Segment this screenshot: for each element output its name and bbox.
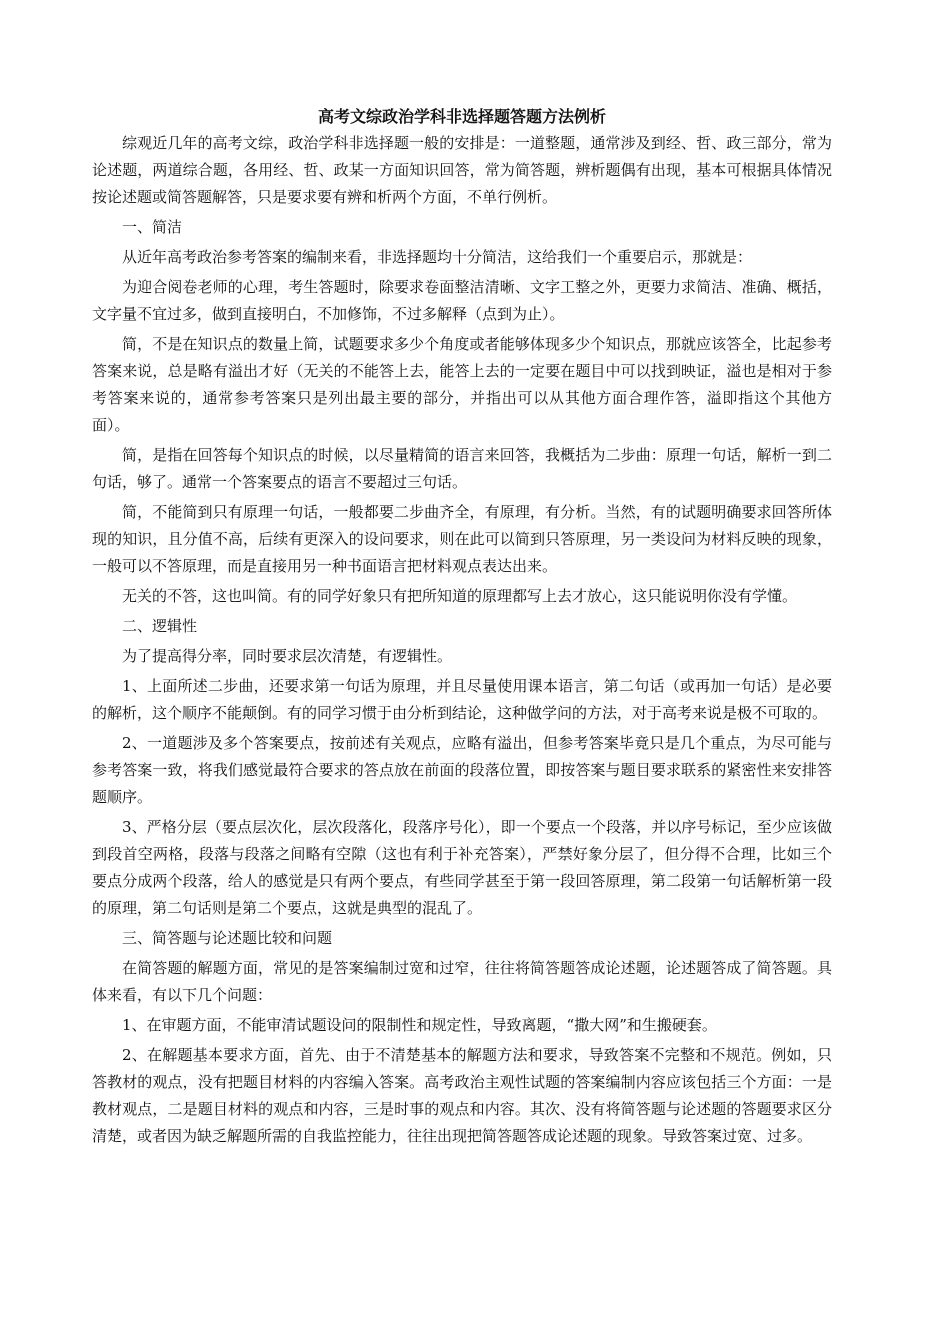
- numbered-paragraph: 1、在审题方面，不能审清试题设问的限制性和规定性，导致离题，“撒大网”和生搬硬套。: [122, 1016, 717, 1034]
- paragraph: 为迎合阅卷老师的心理，考生答题时，除要求卷面整洁清晰、文字工整之外，更要力求简洁、准确、概括，文字量不宜过多，做到直接明白，不加修饰，不过多解释（点到为止）。: [92, 278, 832, 323]
- section-heading-comparison: 三、简答题与论述题比较和问题: [122, 929, 333, 947]
- document-body: [92, 103, 832, 1153]
- document-title: 高考文综政治学科非选择题答题方法例析: [317, 107, 606, 126]
- paragraph: 简，不能简到只有原理一句话，一般都要二步曲齐全，有原理，有分析。当然，有的试题明确要求回答所体现的知识，且分值不高，后续有更深入的设问要求，则在此可以简到只答原理，另一类设问为材料反映的现象，一般可以不答原理，而是直接用另一种书面语言把材料观点表达出来。: [92, 503, 832, 575]
- numbered-paragraph: 1、上面所述二步曲，还要求第一句话为原理，并且尽量使用课本语言，第二句话（或再加一句话）是必要的解析，这个顺序不能颠倒。有的同学习惯于由分析到结论，这种做学问的方法，对于高考来说是极不可取的。: [92, 677, 832, 722]
- section-heading-logic: 二、逻辑性: [122, 617, 198, 635]
- numbered-paragraph: 3、严格分层（要点层次化，层次段落化，段落序号化），即一个要点一个段落，并以序号标记，至少应该做到段首空两格，段落与段落之间略有空隙（这也有利于补充答案），严禁好象分层了，但分得不合理，比如三个要点分成两个段落，给人的感觉是只有两个要点，有些同学甚至于第一段回答原理，第二段第一句话解析第一段的原理，第二句话则是第二个要点，这就是典型的混乱了。: [92, 818, 832, 917]
- paragraph: 简，不是在知识点的数量上简，试题要求多少个角度或者能够体现多少个知识点，那就应该答全，比起参考答案来说，总是略有溢出才好（无关的不能答上去，能答上去的一定要在题目中可以找到映证，溢也是相对于参考答案来说的，通常参考答案只是列出最主要的部分，并指出可以从其他方面合理作答，溢即指这个其他方面）。: [92, 335, 832, 434]
- numbered-paragraph: 2、在解题基本要求方面，首先、由于不清楚基本的解题方法和要求，导致答案不完整和不规范。例如，只答教材的观点，没有把题目材料的内容编入答案。高考政治主观性试题的答案编制内容应该包括三个方面：一是教材观点，二是题目材料的观点和内容，三是时事的观点和内容。其次、没有将简答题与论述题的答题要求区分清楚，或者因为缺乏解题所需的自我监控能力，往往出现把简答题答成论述题的现象。导致答案过宽、过多。: [92, 1046, 832, 1145]
- paragraph: 为了提高得分率，同时要求层次清楚，有逻辑性。: [122, 647, 453, 665]
- paragraph: 简，是指在回答每个知识点的时候，以尽量精简的语言来回答，我概括为二步曲：原理一句话，解析一到二句话，够了。通常一个答案要点的语言不要超过三句话。: [92, 446, 832, 491]
- paragraph: 在简答题的解题方面，常见的是答案编制过宽和过窄，往往将简答题答成论述题，论述题答成了简答题。具体来看，有以下几个问题：: [92, 959, 832, 1004]
- numbered-paragraph: 2、一道题涉及多个答案要点，按前述有关观点，应略有溢出，但参考答案毕竟只是几个重点，为尽可能与参考答案一致，将我们感觉最符合要求的答点放在前面的段落位置，即按答案与题目要求联系的紧密性来安排答题顺序。: [92, 734, 832, 806]
- paragraph: 从近年高考政治参考答案的编制来看，非选择题均十分简洁，这给我们一个重要启示，那就是：: [122, 248, 753, 266]
- paragraph: 无关的不答，这也叫简。有的同学好象只有把所知道的原理都写上去才放心，这只能说明你没有学懂。: [122, 587, 798, 605]
- section-heading-concise: 一、简洁: [122, 218, 183, 236]
- paragraph-intro: 综观近几年的高考文综，政治学科非选择题一般的安排是：一道整题，通常涉及到经、哲、政三部分，常为论述题，两道综合题，各用经、哲、政某一方面知识回答，常为简答题，辨析题偶有出现，基本可根据具体情况按论述题或简答题解答，只是要求要有辨和析两个方面，不单行例析。: [92, 134, 832, 206]
